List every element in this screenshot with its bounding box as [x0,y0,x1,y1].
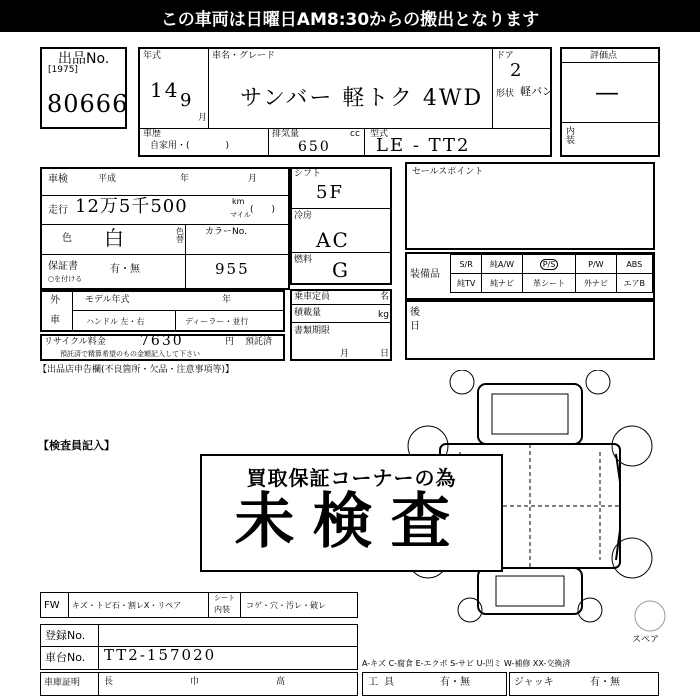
equip-pw: P/W [576,255,616,274]
load-label: 積載量 [294,308,322,318]
mileage-label: 走行 [48,205,68,216]
carname-label: 車名・グレード [212,51,276,61]
shaken-era: 平成 [98,174,117,184]
shaken-month: 月 [248,174,258,184]
import-year: 年 [222,295,232,305]
inspector-label: 【検査員記入】 [38,439,115,452]
import-gai: 外 [50,295,60,306]
equip-sr: S/R [451,255,482,274]
color-no-value: 955 [215,260,250,278]
lot-label: 出品No. [58,51,110,67]
documents-month: 月 [340,349,350,359]
stamp-line2: 未検査 [234,487,469,557]
month-value: 9 [180,90,194,111]
jack-label: ジャッキ [514,677,554,688]
import-dealer: ディーラー・並行 [185,317,249,326]
lot-number: 80666 [47,90,129,118]
seller-notes-label: 【出品店申告欄(不良箇所・欠品・注意事項等)】 [38,365,235,375]
garage-label: 車庫証明 [44,678,81,688]
rear-label-2: 日 [410,321,420,332]
recycle-unit: 円 [225,337,235,347]
equip-leather: 革シート [522,274,575,293]
ac-value: AC [316,228,350,252]
history-value: 自家用・( ) [150,141,230,151]
recycle-note: 預託済で精算希望のもの金額記入して下さい [60,350,200,358]
equip-aw: 純A/W [482,255,523,274]
garage-height: 高 [276,677,286,687]
chassis-value: TT2-157020 [104,646,217,664]
spare-label: スペア [632,635,660,645]
capacity-label: 乗車定員 [294,292,331,302]
equip-ext-navi: 外ナビ [576,274,616,293]
warranty-options: 有・無 [110,264,140,275]
color-change: 色替 [176,227,184,244]
banner-text: この車両は日曜日AM8:30からの搬出となります [160,10,540,30]
equipment-table [450,254,653,293]
capacity-unit: 名 [380,292,390,302]
sales-point-label: セールスポイント [412,167,484,177]
import-handle: ハンドル 左・右 [86,317,145,326]
model-value: LE - TT2 [376,135,471,156]
color-value: 白 [104,226,126,250]
displacement-value: 650 [298,139,331,155]
shape-value: 軽バン [520,85,553,98]
garage-long: 長 [104,677,114,687]
recycle-value: 7630 [140,333,184,349]
color-no-label: カラーNo. [205,227,247,237]
warranty-note: ○を付ける [48,275,83,283]
fw-text2a: シート [214,594,235,602]
warranty-label: 保証書 [48,261,78,272]
mileage-mile: マイル [230,211,251,219]
import-sha: 車 [50,315,60,326]
fuel-value: G [332,258,350,282]
equipment-label: 装備品 [410,269,440,280]
load-unit: kg [378,310,389,320]
recycle-deposit: 預託済 [245,337,273,347]
mileage-paren: ( ) [250,205,276,215]
shift-label: シフト [294,169,322,179]
displacement-unit: cc [350,129,360,139]
rear-box [405,300,655,360]
shaken-year: 年 [180,174,190,184]
equip-ps: P/S [522,255,575,274]
documents-label: 書類期限 [294,326,331,336]
fw-text3: コゲ・穴・汚レ・破レ [246,601,326,610]
fw-label: FW [44,600,60,611]
recycle-label: リサイクル料金 [44,337,106,347]
nenshiki-value: 14 [150,78,180,102]
month-unit: 月 [198,113,208,123]
displacement-label: 排気量 [272,129,300,139]
nenshiki-label: 年式 [143,51,162,61]
equip-navi: 純ナビ [482,274,523,293]
history-label: 車歴 [143,129,162,139]
mileage-value: 12万5千500 [75,196,188,217]
fuel-label: 燃料 [294,255,313,265]
score-label: 評価点 [590,51,618,61]
ac-label: 冷房 [294,211,313,221]
tools-options: 有・無 [440,677,470,688]
shaken-label: 車検 [48,174,68,185]
tools-label: 工具 [368,677,400,688]
score-value: — [595,78,621,106]
equip-airbag: エアB [616,274,652,293]
lot-sub: [1975] [48,65,78,75]
shift-value: 5F [316,182,344,203]
stamp-line1: 買取保証コーナーの為 [246,466,457,490]
legend: A-キズ C-腐食 E-エクボ S-サビ U-凹ミ W-補修 XX-交換済 [362,659,571,668]
door-value: 2 [510,60,524,81]
garage-width: 巾 [190,677,200,687]
jack-options: 有・無 [590,677,620,688]
reg-label: 登録No. [45,629,86,642]
equip-tv: 純TV [451,274,482,293]
rear-label-1: 後 [410,307,420,318]
color-label: 色 [62,233,72,244]
fw-text2b: 内装 [214,605,230,614]
door-label: ドア [496,51,514,61]
import-model-year: モデル年式 [85,295,130,305]
model-label: 型式 [370,129,389,139]
fw-text1: キズ・トビ石・割レX・リペア [72,601,182,610]
chassis-label: 車台No. [45,651,86,664]
shape-label: 形状 [496,89,515,99]
documents-day: 日 [380,349,390,359]
interior-label: 内装 [566,127,576,146]
carname-value: サンバー 軽トク 4WD [240,86,484,111]
mileage-km: km [232,197,245,206]
equip-abs: ABS [616,255,652,274]
spare-tire-icon [632,598,668,634]
